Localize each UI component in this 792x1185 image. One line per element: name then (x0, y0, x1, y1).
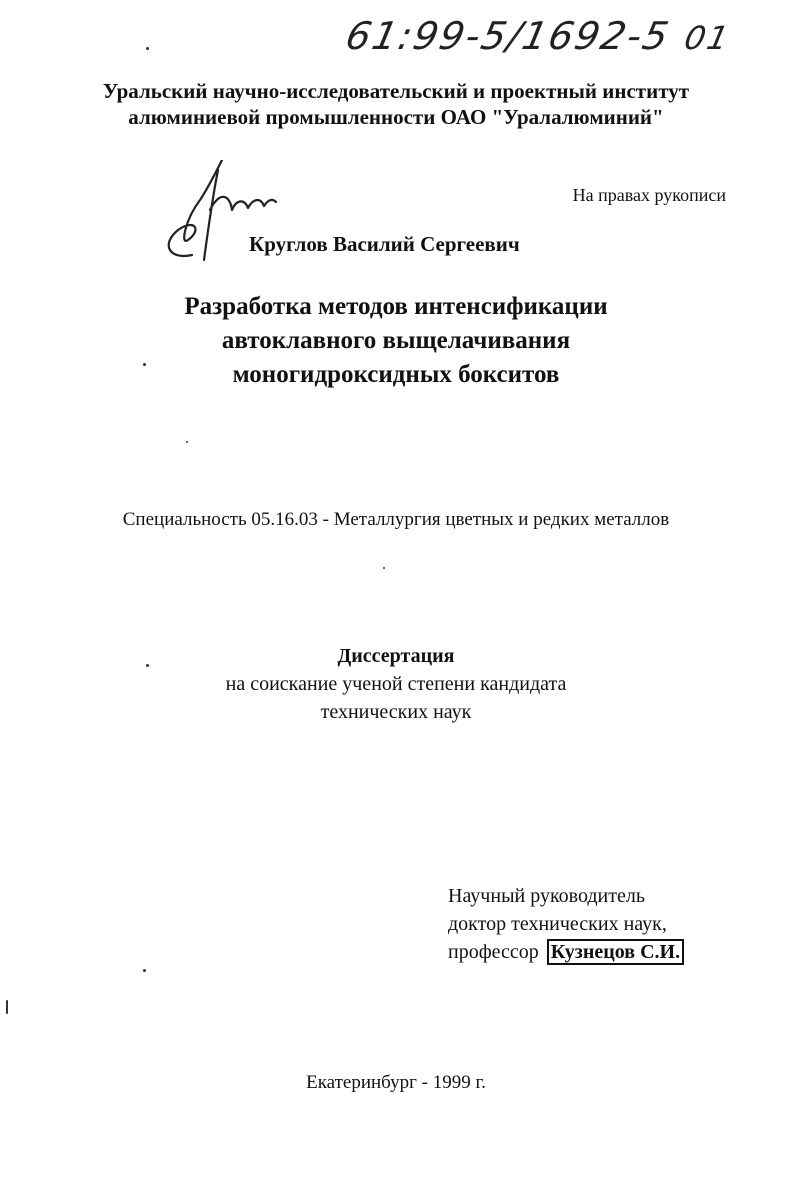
title-line-1: Разработка методов интенсификации (184, 293, 608, 320)
institute-line-1: Уральский научно-исследовательский и проектный институт (102, 79, 690, 103)
thesis-block (40, 642, 752, 726)
thesis-line-1: на соискание ученой степени кандидата (225, 673, 567, 695)
shelfmark-suffix: 01 (681, 19, 734, 57)
title-line-3: моногидроксидных бокситов (232, 361, 560, 388)
supervisor-line-2: доктор технических наук, (448, 913, 667, 935)
supervisor-line-3 (448, 938, 684, 966)
thesis-label: Диссертация (337, 645, 455, 667)
handwritten-shelfmark (339, 14, 772, 74)
supervisor-rank: профессор (448, 941, 539, 963)
shelfmark-number: 61:99-5/1692-5 (342, 14, 675, 58)
specialty: Специальность 05.16.03 - Металлургия цветных и редких металлов (122, 509, 670, 530)
scan-speck (186, 441, 188, 443)
scan-speck (146, 664, 149, 667)
scan-speck (143, 363, 146, 366)
thesis-line-2: технических наук (320, 701, 472, 723)
rights-note: На правах рукописи (572, 185, 726, 205)
city-year: Екатеринбург - 1999 г. (306, 1072, 486, 1093)
institute-line-2: алюминиевой промышленности ОАО "Уралалюминий" (128, 105, 664, 129)
institute-name (40, 78, 752, 130)
supervisor-name: Кузнецов С.И. (547, 939, 684, 965)
scan-speck (146, 47, 149, 50)
scan-speck (383, 567, 385, 569)
dissertation-title (60, 290, 732, 392)
supervisor-line-1: Научный руководитель (448, 885, 645, 907)
scan-speck (143, 969, 146, 972)
title-line-2: автоклавного выщелачивания (221, 327, 571, 354)
supervisor-block (448, 882, 684, 966)
author-name: Круглов Василий Сергеевич (249, 232, 520, 256)
scan-speck (6, 1000, 8, 1014)
